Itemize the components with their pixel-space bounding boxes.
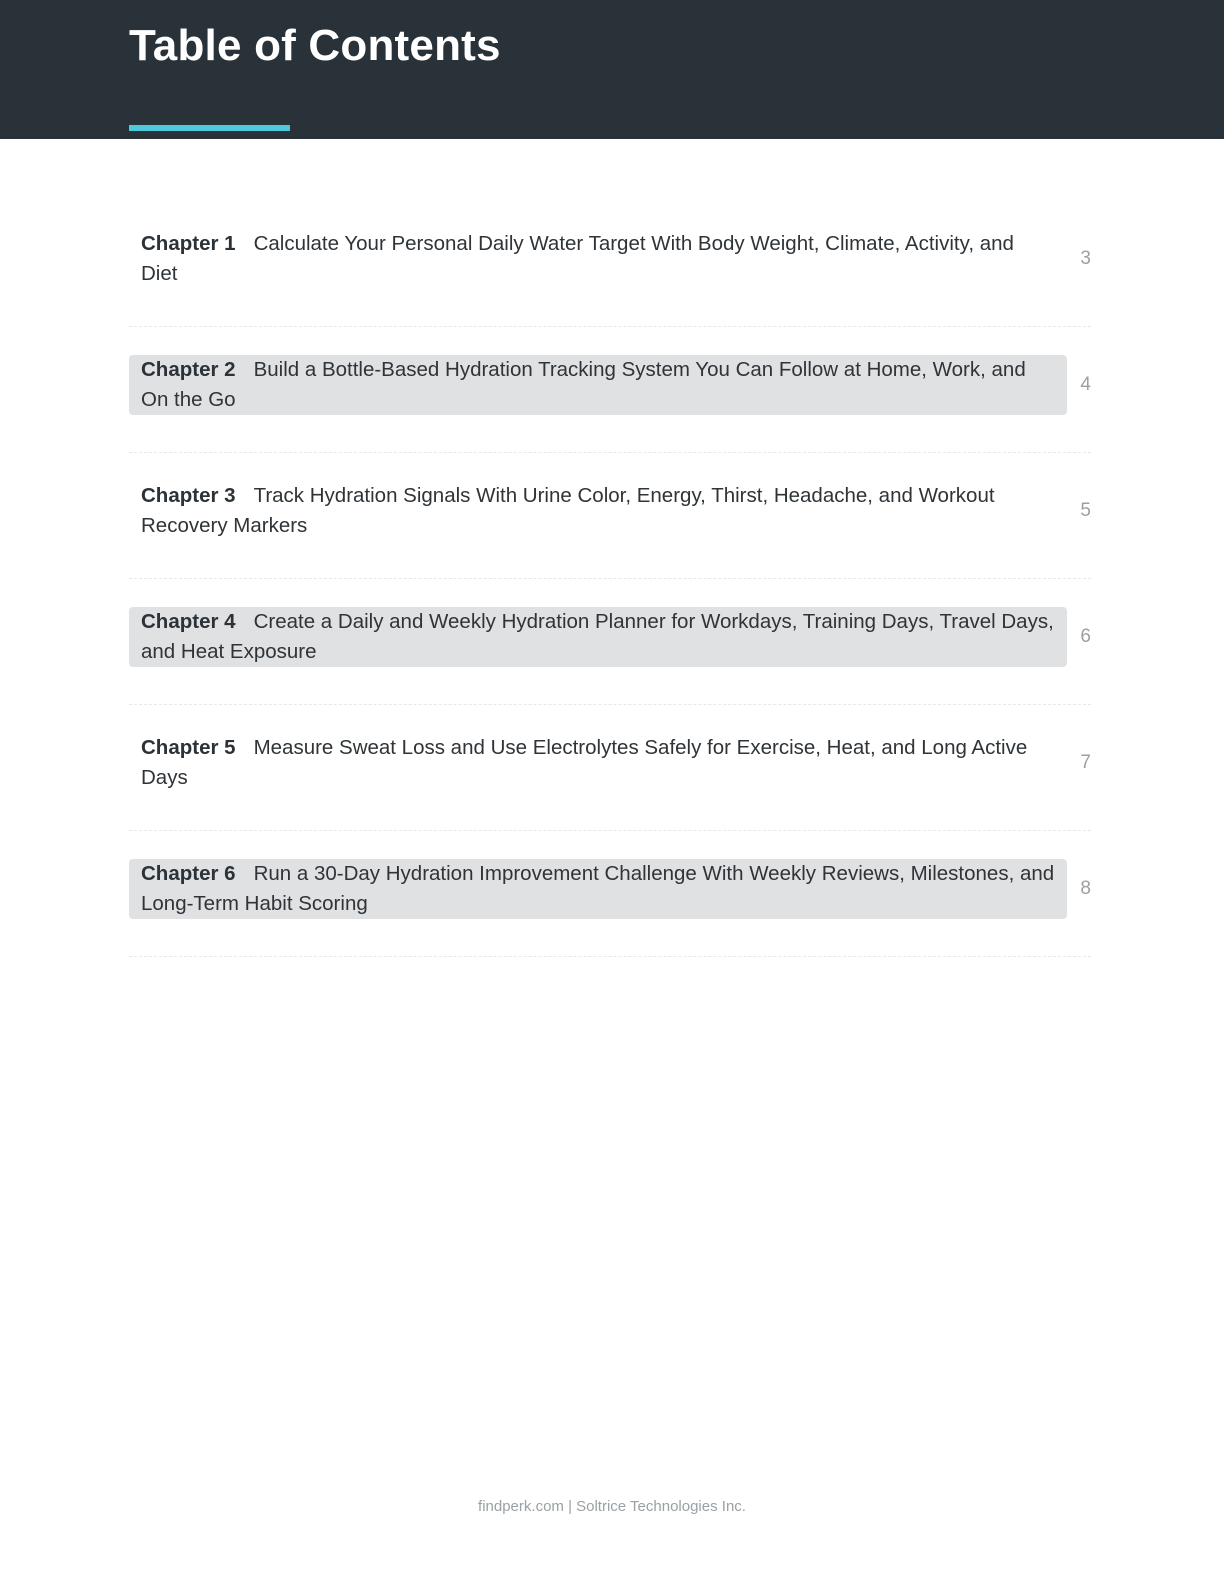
chapter-number: Chapter 6 bbox=[141, 862, 236, 885]
page-header bbox=[0, 0, 1224, 139]
page-number: 3 bbox=[1080, 248, 1091, 269]
chapter-title: Build a Bottle-Based Hydration Tracking System You Can Follow at Home, Work, and On the Go bbox=[141, 358, 1026, 411]
toc-entry-text bbox=[129, 355, 1067, 415]
page-number: 5 bbox=[1080, 500, 1091, 521]
toc-entry-5[interactable] bbox=[129, 705, 1091, 831]
page-number: 6 bbox=[1080, 626, 1091, 647]
chapter-number: Chapter 2 bbox=[141, 358, 236, 381]
toc-entry-text bbox=[129, 859, 1067, 919]
page-number: 8 bbox=[1080, 878, 1091, 899]
toc-entry-1[interactable] bbox=[129, 201, 1091, 327]
chapter-title: Run a 30-Day Hydration Improvement Challenge With Weekly Reviews, Milestones, and Long-Term Habit Scoring bbox=[141, 862, 1055, 915]
toc-entry-text bbox=[129, 607, 1067, 667]
chapter-title: Create a Daily and Weekly Hydration Planner for Workdays, Training Days, Travel Days, and Heat Exposure bbox=[141, 610, 1054, 663]
toc-entry-text bbox=[129, 481, 1067, 541]
chapter-number: Chapter 4 bbox=[141, 610, 236, 633]
chapter-title: Measure Sweat Loss and Use Electrolytes Safely for Exercise, Heat, and Long Active Days bbox=[141, 736, 1028, 789]
chapter-title: Track Hydration Signals With Urine Color, Energy, Thirst, Headache, and Workout Recovery Markers bbox=[141, 484, 995, 537]
page-number: 4 bbox=[1080, 374, 1091, 395]
toc-entry-2[interactable] bbox=[129, 327, 1091, 453]
chapter-title: Calculate Your Personal Daily Water Target With Body Weight, Climate, Activity, and Diet bbox=[141, 232, 1014, 285]
toc-entry-3[interactable] bbox=[129, 453, 1091, 579]
toc-list bbox=[129, 201, 1091, 957]
toc-entry-4[interactable] bbox=[129, 579, 1091, 705]
page-title: Table of Contents bbox=[129, 21, 501, 70]
toc-entry-6[interactable] bbox=[129, 831, 1091, 957]
chapter-number: Chapter 3 bbox=[141, 484, 236, 507]
toc-entry-text bbox=[129, 733, 1067, 793]
title-accent-bar bbox=[129, 125, 290, 131]
page-number: 7 bbox=[1080, 752, 1091, 773]
chapter-number: Chapter 5 bbox=[141, 736, 236, 759]
chapter-number: Chapter 1 bbox=[141, 232, 236, 255]
toc-entry-text bbox=[129, 229, 1067, 289]
page-footer: findperk.com | Soltrice Technologies Inc. bbox=[478, 1498, 746, 1515]
